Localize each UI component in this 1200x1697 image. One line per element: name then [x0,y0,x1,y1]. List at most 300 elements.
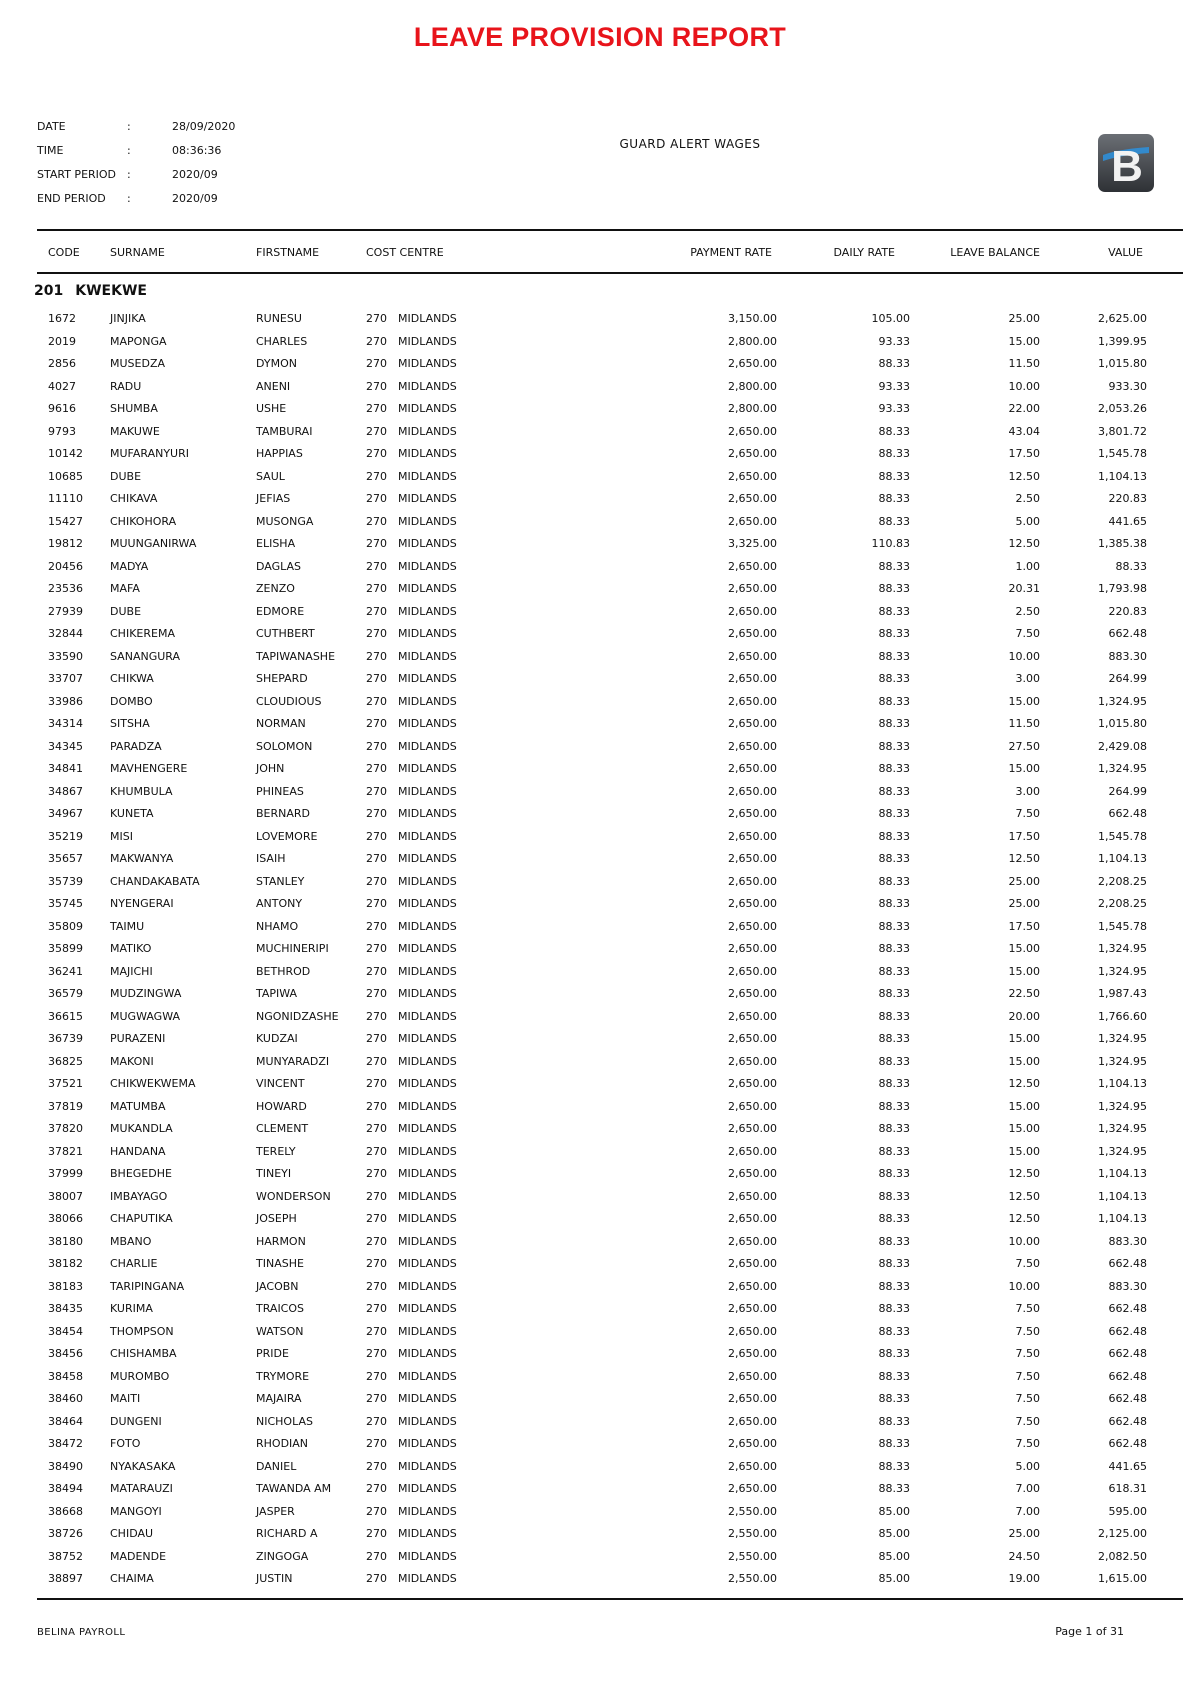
cost-centre-code-cell: 270 [366,1482,387,1495]
daily-rate-cell: 88.33 [878,1392,910,1405]
cost-centre-name-cell: MIDLANDS [398,1459,457,1473]
firstname-cell: BETHROD [256,964,311,978]
cost-centre-name-cell: MIDLANDS [398,672,457,685]
value-cell: 1,324.95 [1098,964,1147,978]
surname-cell: CHIKWA [110,672,154,685]
leave-balance-cell: 20.31 [1008,582,1040,595]
value-cell: 883.30 [1108,1279,1147,1293]
daily-rate-cell: 88.33 [878,424,910,438]
payment-rate-cell: 2,650.00 [728,964,777,978]
leave-balance-cell: 15.00 [1008,762,1040,775]
footer-software: BELINA PAYROLL [37,1627,126,1638]
surname-cell: SITSHA [110,717,150,730]
surname-cell: RADU [110,379,142,393]
payment-rate-cell: 2,650.00 [728,1009,777,1023]
firstname-cell: ZENZO [256,582,295,595]
daily-rate-cell: 88.33 [878,987,910,1000]
firstname-cell: TRYMORE [256,1369,310,1383]
payment-rate-cell: 2,650.00 [728,649,777,663]
firstname-cell: BERNARD [256,807,311,820]
value-cell: 1,766.60 [1098,1009,1147,1023]
cost-centre-code-cell: 270 [366,402,387,415]
table-row [0,333,1200,356]
cost-centre-name-cell: MIDLANDS [398,987,457,1000]
cost-centre-name-cell: MIDLANDS [398,717,457,730]
leave-balance-cell: 11.50 [1008,717,1040,730]
leave-balance-cell: 43.04 [1008,424,1040,438]
payment-rate-cell: 2,650.00 [728,1257,777,1270]
firstname-cell: TAWANDA AM [256,1482,332,1495]
value-cell: 3,801.72 [1098,424,1147,438]
table-row [0,1233,1200,1256]
code-cell: 37821 [48,1144,83,1158]
cost-centre-code-cell: 270 [366,717,387,730]
daily-rate-cell: 88.33 [878,1482,910,1495]
cost-centre-name-cell: MIDLANDS [398,1099,457,1113]
firstname-cell: EDMORE [256,604,305,618]
cost-centre-name-cell: MIDLANDS [398,1144,457,1158]
firstname-cell: MUNYARADZI [256,1054,330,1068]
value-cell: 1,324.95 [1098,1122,1147,1135]
leave-balance-cell: 19.00 [1008,1572,1040,1585]
daily-rate-cell: 88.33 [878,1077,910,1090]
footer-rule [37,1598,1183,1600]
value-cell: 883.30 [1108,649,1147,663]
leave-balance-cell: 7.50 [1015,1324,1040,1338]
cost-centre-code-cell: 270 [366,447,387,460]
table-body [0,310,1200,1593]
daily-rate-cell: 88.33 [878,1347,910,1360]
table-row [0,445,1200,468]
firstname-cell: SOLOMON [256,739,313,753]
surname-cell: DUNGENI [110,1414,162,1428]
payment-rate-cell: 2,550.00 [728,1504,777,1518]
leave-balance-cell: 7.50 [1015,1437,1040,1450]
value-cell: 2,082.50 [1098,1549,1147,1563]
surname-cell: CHAIMA [110,1572,154,1585]
group-code: 201 [34,283,64,299]
leave-balance-cell: 5.00 [1015,1459,1040,1473]
leave-balance-cell: 15.00 [1008,964,1040,978]
payment-rate-cell: 2,650.00 [728,1279,777,1293]
value-cell: 618.31 [1108,1482,1147,1495]
value-cell: 662.48 [1108,1437,1147,1450]
daily-rate-cell: 88.33 [878,1459,910,1473]
code-cell: 38490 [48,1459,83,1473]
table-row [0,783,1200,806]
value-cell: 1,104.13 [1098,1167,1147,1180]
value-cell: 1,987.43 [1098,987,1147,1000]
table-row [0,1323,1200,1346]
firstname-cell: MAJAIRA [256,1392,302,1405]
cost-centre-name-cell: MIDLANDS [398,852,457,865]
firstname-cell: CHARLES [256,334,308,348]
leave-balance-cell: 12.50 [1008,1167,1040,1180]
value-cell: 1,385.38 [1098,537,1147,550]
cost-centre-code-cell: 270 [366,1032,387,1045]
table-row [0,985,1200,1008]
leave-balance-cell: 7.00 [1015,1504,1040,1518]
firstname-cell: ELISHA [256,537,296,550]
firstname-cell: TAPIWANASHE [256,649,336,663]
cost-centre-code-cell: 270 [366,1189,387,1203]
value-cell: 595.00 [1108,1504,1147,1518]
daily-rate-cell: 88.33 [878,1234,910,1248]
surname-cell: MADYA [110,559,149,573]
payment-rate-cell: 2,650.00 [728,1324,777,1338]
surname-cell: DUBE [110,469,142,483]
table-row [0,940,1200,963]
daily-rate-cell: 88.33 [878,807,910,820]
surname-cell: FOTO [110,1437,141,1450]
meta-label: TIME [37,144,64,157]
value-cell: 662.48 [1108,1257,1147,1270]
payment-rate-cell: 2,650.00 [728,1302,777,1315]
cost-centre-code-cell: 270 [366,739,387,753]
cost-centre-name-cell: MIDLANDS [398,1527,457,1540]
leave-balance-cell: 12.50 [1008,1212,1040,1225]
code-cell: 37820 [48,1122,83,1135]
code-cell: 20456 [48,559,83,573]
surname-cell: CHIKAVA [110,492,158,505]
value-cell: 883.30 [1108,1234,1147,1248]
value-cell: 1,324.95 [1098,1032,1147,1045]
surname-cell: JINJIKA [110,312,146,325]
surname-cell: PURAZENI [110,1032,166,1045]
cost-centre-name-cell: MIDLANDS [398,1054,457,1068]
value-cell: 1,324.95 [1098,942,1147,955]
daily-rate-cell: 88.33 [878,964,910,978]
code-cell: 36241 [48,964,83,978]
surname-cell: PARADZA [110,739,162,753]
meta-label: START PERIOD [37,168,117,181]
table-row [0,1368,1200,1391]
firstname-cell: TAPIWA [256,987,298,1000]
code-cell: 35809 [48,919,83,933]
daily-rate-cell: 88.33 [878,627,910,640]
table-row [0,805,1200,828]
table-row [0,1120,1200,1143]
leave-balance-cell: 3.00 [1015,672,1040,685]
cost-centre-code-cell: 270 [366,537,387,550]
code-cell: 38183 [48,1279,83,1293]
surname-cell: MANGOYI [110,1504,162,1518]
leave-balance-cell: 7.50 [1015,1392,1040,1405]
payment-rate-cell: 2,650.00 [728,739,777,753]
leave-balance-cell: 12.50 [1008,1189,1040,1203]
cost-centre-name-cell: MIDLANDS [398,739,457,753]
cost-centre-code-cell: 270 [366,649,387,663]
daily-rate-cell: 88.33 [878,1167,910,1180]
firstname-cell: CUTHBERT [256,627,315,640]
table-row [0,1053,1200,1076]
payment-rate-cell: 2,650.00 [728,829,777,843]
table-row [0,850,1200,873]
table-row [0,1008,1200,1031]
leave-balance-cell: 25.00 [1008,874,1040,888]
firstname-cell: LOVEMORE [256,829,318,843]
cost-centre-code-cell: 270 [366,762,387,775]
daily-rate-cell: 88.33 [878,604,910,618]
payment-rate-cell: 2,650.00 [728,1032,777,1045]
col-firstname: FIRSTNAME [256,246,320,259]
cost-centre-code-cell: 270 [366,987,387,1000]
surname-cell: CHIKEREMA [110,627,175,640]
table-row [0,648,1200,671]
cost-centre-code-cell: 270 [366,1279,387,1293]
cost-centre-code-cell: 270 [366,424,387,438]
firstname-cell: VINCENT [256,1077,305,1090]
meta-colon: : [127,144,131,157]
code-cell: 33986 [48,694,83,708]
value-cell: 662.48 [1108,807,1147,820]
value-cell: 2,208.25 [1098,874,1147,888]
daily-rate-cell: 88.33 [878,649,910,663]
daily-rate-cell: 88.33 [878,1437,910,1450]
firstname-cell: KUDZAI [256,1032,298,1045]
cost-centre-name-cell: MIDLANDS [398,1009,457,1023]
payment-rate-cell: 2,650.00 [728,604,777,618]
daily-rate-cell: 88.33 [878,582,910,595]
payment-rate-cell: 2,650.00 [728,1414,777,1428]
cost-centre-name-cell: MIDLANDS [398,1572,457,1585]
table-row [0,400,1200,423]
leave-balance-cell: 12.50 [1008,469,1040,483]
daily-rate-cell: 88.33 [878,1099,910,1113]
value-cell: 1,104.13 [1098,1189,1147,1203]
firstname-cell: ANENI [256,379,291,393]
meta-label: END PERIOD [37,192,106,205]
cost-centre-name-cell: MIDLANDS [398,1549,457,1563]
meta-value: 08:36:36 [172,144,222,157]
firstname-cell: MUCHINERIPI [256,942,329,955]
table-row [0,355,1200,378]
value-cell: 933.30 [1108,379,1147,393]
code-cell: 27939 [48,604,83,618]
surname-cell: CHANDAKABATA [110,874,200,888]
code-cell: 37521 [48,1077,83,1090]
leave-balance-cell: 22.00 [1008,402,1040,415]
cost-centre-code-cell: 270 [366,514,387,528]
leave-balance-cell: 20.00 [1008,1009,1040,1023]
leave-balance-cell: 17.50 [1008,829,1040,843]
surname-cell: MBANO [110,1234,152,1248]
firstname-cell: WONDERSON [256,1189,331,1203]
payment-rate-cell: 2,650.00 [728,582,777,595]
surname-cell: MATIKO [110,942,152,955]
daily-rate-cell: 88.33 [878,739,910,753]
payment-rate-cell: 2,650.00 [728,424,777,438]
code-cell: 34841 [48,762,83,775]
value-cell: 662.48 [1108,1324,1147,1338]
table-row [0,1300,1200,1323]
cost-centre-name-cell: MIDLANDS [398,784,457,798]
daily-rate-cell: 88.33 [878,514,910,528]
payment-rate-cell: 2,650.00 [728,1437,777,1450]
code-cell: 9616 [48,402,76,415]
payment-rate-cell: 2,650.00 [728,357,777,370]
cost-centre-name-cell: MIDLANDS [398,1392,457,1405]
table-row [0,1098,1200,1121]
daily-rate-cell: 88.33 [878,1054,910,1068]
col-leave-balance: LEAVE BALANCE [950,246,1040,259]
payment-rate-cell: 2,650.00 [728,1212,777,1225]
firstname-cell: JASPER [256,1504,295,1518]
meta-row [37,168,235,192]
meta-label: DATE [37,120,66,133]
cost-centre-code-cell: 270 [366,1392,387,1405]
daily-rate-cell: 88.33 [878,1032,910,1045]
cost-centre-name-cell: MIDLANDS [398,1324,457,1338]
code-cell: 38182 [48,1257,83,1270]
surname-cell: BHEGEDHE [110,1167,172,1180]
firstname-cell: TINEYI [256,1167,292,1180]
surname-cell: MATUMBA [110,1099,166,1113]
firstname-cell: DANIEL [256,1459,297,1473]
value-cell: 662.48 [1108,1369,1147,1383]
payment-rate-cell: 2,650.00 [728,1392,777,1405]
meta-value: 28/09/2020 [172,120,236,133]
cost-centre-code-cell: 270 [366,1167,387,1180]
leave-balance-cell: 12.50 [1008,852,1040,865]
surname-cell: CHIKOHORA [110,514,177,528]
cost-centre-name-cell: MIDLANDS [398,334,457,348]
value-cell: 662.48 [1108,1392,1147,1405]
table-row [0,828,1200,851]
cost-centre-code-cell: 270 [366,1572,387,1585]
cost-centre-name-cell: MIDLANDS [398,1212,457,1225]
code-cell: 36825 [48,1054,83,1068]
surname-cell: CHARLIE [110,1257,158,1270]
meta-colon: : [127,120,131,133]
value-cell: 1,545.78 [1098,447,1147,460]
table-row [0,1210,1200,1233]
cost-centre-code-cell: 270 [366,1144,387,1158]
code-cell: 38007 [48,1189,83,1203]
value-cell: 264.99 [1108,672,1147,685]
code-cell: 38897 [48,1572,83,1585]
leave-balance-cell: 7.50 [1015,1347,1040,1360]
code-cell: 38458 [48,1369,83,1383]
daily-rate-cell: 88.33 [878,1302,910,1315]
payment-rate-cell: 2,650.00 [728,1122,777,1135]
surname-cell: MAFA [110,582,140,595]
cost-centre-code-cell: 270 [366,1077,387,1090]
value-cell: 220.83 [1108,604,1147,618]
table-row [0,1390,1200,1413]
cost-centre-name-cell: MIDLANDS [398,1347,457,1360]
surname-cell: NYENGERAI [110,897,174,910]
table-row [0,738,1200,761]
cost-centre-name-cell: MIDLANDS [398,1167,457,1180]
cost-centre-name-cell: MIDLANDS [398,604,457,618]
cost-centre-code-cell: 270 [366,1054,387,1068]
leave-balance-cell: 15.00 [1008,1144,1040,1158]
cost-centre-name-cell: MIDLANDS [398,1122,457,1135]
daily-rate-cell: 93.33 [878,379,910,393]
firstname-cell: SHEPARD [256,672,308,685]
cost-centre-name-cell: MIDLANDS [398,1302,457,1315]
leave-balance-cell: 10.00 [1008,379,1040,393]
payment-rate-cell: 2,650.00 [728,762,777,775]
meta-row [37,144,235,168]
cost-centre-name-cell: MIDLANDS [398,1414,457,1428]
header-top-rule [37,229,1183,231]
leave-balance-cell: 7.50 [1015,1302,1040,1315]
leave-balance-cell: 7.50 [1015,807,1040,820]
payment-rate-cell: 2,650.00 [728,492,777,505]
leave-balance-cell: 22.50 [1008,987,1040,1000]
payment-rate-cell: 2,650.00 [728,942,777,955]
table-row [0,580,1200,603]
payment-rate-cell: 2,650.00 [728,559,777,573]
cost-centre-code-cell: 270 [366,807,387,820]
value-cell: 1,324.95 [1098,1099,1147,1113]
daily-rate-cell: 88.33 [878,852,910,865]
daily-rate-cell: 88.33 [878,492,910,505]
surname-cell: KHUMBULA [110,784,173,798]
daily-rate-cell: 88.33 [878,1279,910,1293]
code-cell: 33707 [48,672,83,685]
cost-centre-name-cell: MIDLANDS [398,424,457,438]
daily-rate-cell: 88.33 [878,559,910,573]
cost-centre-code-cell: 270 [366,1122,387,1135]
leave-balance-cell: 2.50 [1015,604,1040,618]
code-cell: 34345 [48,739,83,753]
code-cell: 10685 [48,469,83,483]
cost-centre-name-cell: MIDLANDS [398,829,457,843]
cost-centre-code-cell: 270 [366,559,387,573]
leave-balance-cell: 27.50 [1008,739,1040,753]
surname-cell: HANDANA [110,1144,166,1158]
code-cell: 38668 [48,1504,83,1518]
cost-centre-code-cell: 270 [366,334,387,348]
leave-balance-cell: 1.00 [1015,559,1040,573]
value-cell: 1,324.95 [1098,1144,1147,1158]
table-row [0,1480,1200,1503]
table-row [0,625,1200,648]
group-heading [34,283,159,299]
value-cell: 1,545.78 [1098,829,1147,843]
value-cell: 662.48 [1108,627,1147,640]
firstname-cell: TINASHE [256,1257,304,1270]
cost-centre-name-cell: MIDLANDS [398,919,457,933]
firstname-cell: CLOUDIOUS [256,694,322,708]
table-row [0,1075,1200,1098]
table-row [0,895,1200,918]
value-cell: 88.33 [1115,559,1147,573]
cost-centre-code-cell: 270 [366,1549,387,1563]
code-cell: 35219 [48,829,83,843]
payment-rate-cell: 2,650.00 [728,1482,777,1495]
leave-balance-cell: 7.50 [1015,1257,1040,1270]
leave-balance-cell: 7.00 [1015,1482,1040,1495]
leave-balance-cell: 11.50 [1008,357,1040,370]
payment-rate-cell: 2,650.00 [728,1189,777,1203]
table-row [0,535,1200,558]
col-daily-rate: DAILY RATE [833,246,895,259]
surname-cell: MAKUWE [110,424,160,438]
payment-rate-cell: 2,650.00 [728,1459,777,1473]
cost-centre-code-cell: 270 [366,874,387,888]
cost-centre-code-cell: 270 [366,784,387,798]
value-cell: 1,104.13 [1098,852,1147,865]
leave-balance-cell: 7.50 [1015,1369,1040,1383]
cost-centre-name-cell: MIDLANDS [398,627,457,640]
firstname-cell: RUNESU [256,312,302,325]
meta-colon: : [127,192,131,205]
code-cell: 2856 [48,357,76,370]
